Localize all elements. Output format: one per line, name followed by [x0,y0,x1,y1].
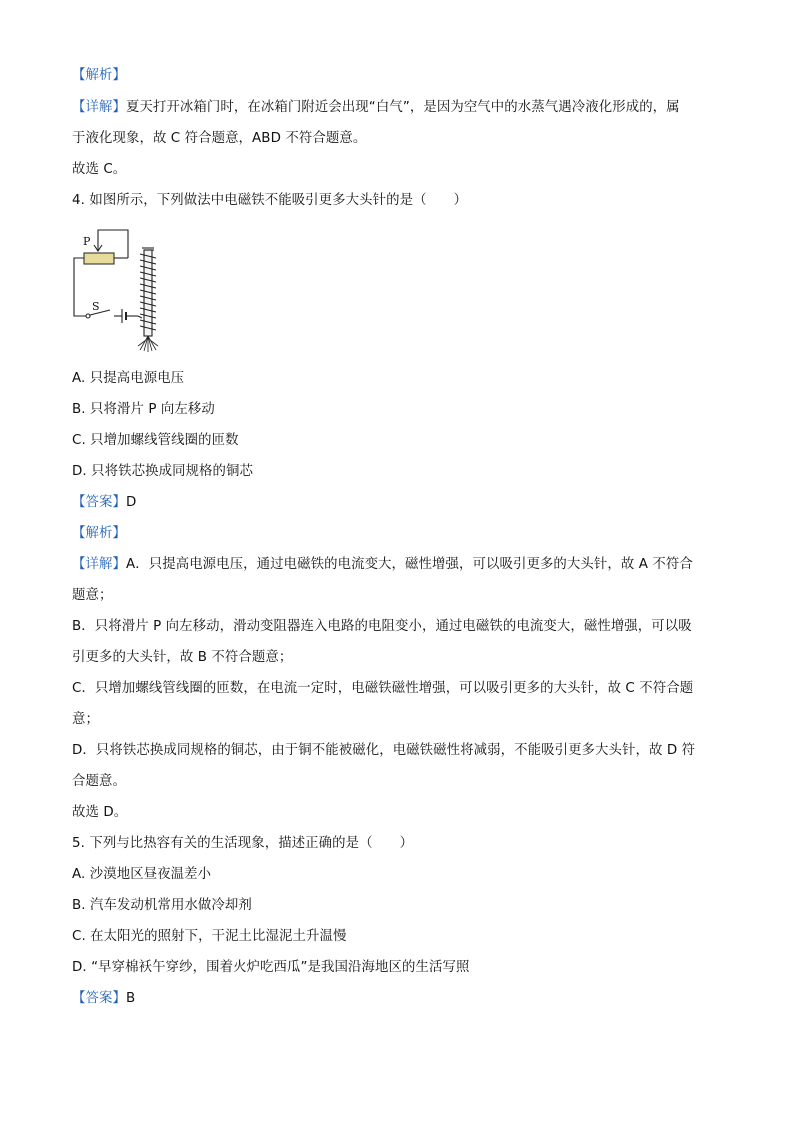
q4-explain-line-5: C．只增加螺线管线圈的匝数，在电流一定时，电磁铁磁性增强，可以吸引更多的大头针，故 C 不符合题 [72,681,694,696]
q4-option-c: C. 只增加螺线管线圈的匝数 [72,433,239,448]
q4-explain-line-2: 题意； [72,588,113,603]
q4-explain-line-8: 合题意。 [72,774,126,789]
q4-option-b: B. 只将滑片 P 向左移动 [72,402,215,417]
electromagnet-circuit-figure [70,224,170,354]
q4-option-d: D. 只将铁芯换成同规格的铜芯 [72,464,254,479]
q5-stem: 5. 下列与比热容有关的生活现象，描述正确的是（ ） [72,836,414,851]
slider-label-p: P [83,235,91,248]
q3-detail-line-2: 于液化现象，故 C 符合题意，ABD 不符合题意。 [72,131,367,146]
q5-option-b: B. 汽车发动机常用水做冷却剂 [72,898,252,913]
q4-answer: 【答案】D [72,495,137,510]
q5-option-c: C. 在太阳光的照射下，干泥土比湿泥土升温慢 [72,929,347,944]
q4-conclusion: 故选 D。 [72,805,128,820]
q3-detail-line-1: 【详解】夏天打开冰箱门时，在冰箱门附近会出现“白气”，是因为空气中的水蒸气遇冷液化形成的，属 [72,100,680,115]
q4-stem: 4. 如图所示，下列做法中电磁铁不能吸引更多大头针的是（ ） [72,193,468,208]
analysis-heading: 【解析】 [72,68,126,83]
q5-answer: 【答案】B [72,991,136,1006]
q4-explain-line-3: B．只将滑片 P 向左移动，滑动变阻器连入电路的电阻变小，通过电磁铁的电流变大，磁性增强，可以吸 [72,619,692,634]
q4-analysis-heading: 【解析】 [72,526,126,541]
q5-option-a: A. 沙漠地区昼夜温差小 [72,867,212,882]
q4-explain-line-1: 【详解】A．只提高电源电压，通过电磁铁的电流变大，磁性增强，可以吸引更多的大头针，故 A 不符合 [72,557,693,572]
q5-option-d: D. “早穿棉袄午穿纱，围着火炉吃西瓜”是我国沿海地区的生活写照 [72,960,470,975]
q3-conclusion: 故选 C。 [72,162,127,177]
q4-explain-line-7: D．只将铁芯换成同规格的铜芯，由于铜不能被磁化，电磁铁磁性将减弱，不能吸引更多大头针，故 D 符 [72,743,696,758]
q4-explain-line-4: 引更多的大头针，故 B 不符合题意； [72,650,293,665]
q4-explain-line-6: 意； [72,712,99,727]
q4-option-a: A. 只提高电源电压 [72,371,185,386]
switch-label-s: S [92,300,100,313]
